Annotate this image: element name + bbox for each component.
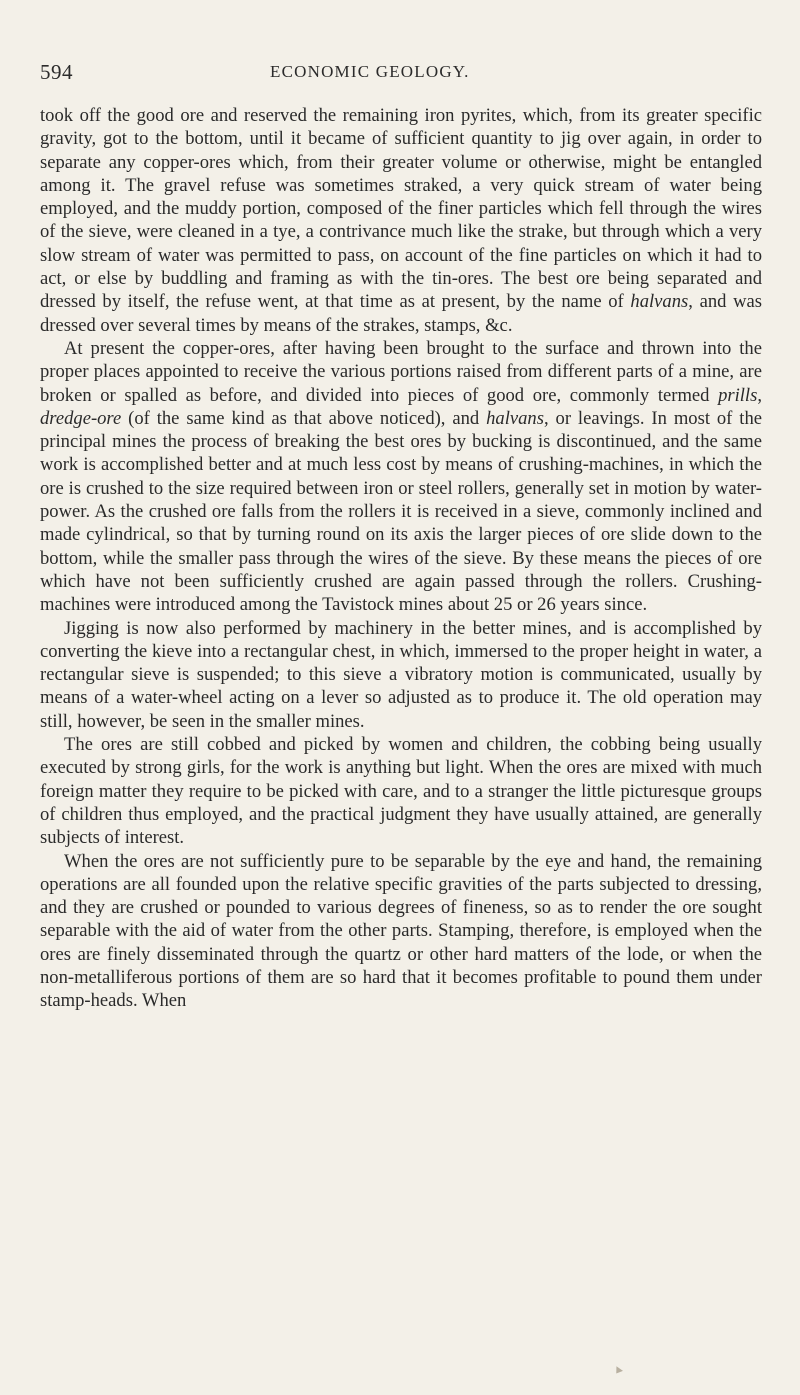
paragraph bbox=[40, 104, 762, 337]
page-header bbox=[40, 60, 762, 90]
paragraph bbox=[40, 337, 762, 617]
body-text bbox=[40, 104, 762, 1013]
text-run: When the ores are not sufficiently pure to be separable by the eye and hand, the remaining operations are all founded upon the relative specific gravities of the parts subjected to dressing, and they are crushed or pounded to various degrees of fineness, so as to render the ore sought separable with the aid of water from the other parts. Stamping, therefore, is employed when the ores are finely disseminated through the quartz or other hard matters of the lode, or when the non-metalliferous portions of them are so hard that it becomes profitable to pound them under stamp-heads. When bbox=[40, 850, 762, 1012]
text-run: , bbox=[757, 384, 762, 406]
italic-term: halvans bbox=[630, 291, 689, 313]
italic-term: halvans bbox=[486, 407, 544, 429]
paragraph bbox=[40, 733, 762, 849]
text-run: took off the good ore and reserved the remaining iron pyrites, which, from its greater specific gravity, got to the bottom, until it became of sufficient quantity to jig over again, in order to separate any copper-ores which, from their greater volume or otherwise, might be entangled among it. The gravel refuse was sometimes straked, a very quick stream of water being employed, and the muddy portion, composed of the finer particles which fell through the wires of the sieve, were cleaned in a tye, a contrivance much like the strake, but through which a very slow stream of water was permitted to pass, on account of the fine particles on which it had to act, or else by buddling and framing as with the tin-ores. The best ore being separated and dressed by itself, the refuse went, at that time as at present, by the name of bbox=[40, 105, 762, 313]
text-run: At present the copper-ores, after having been brought to the surface and thrown into the proper places appointed to receive the various portions raised from different parts of a mine, are broken or spalled as before, and divided into pieces of good ore, commonly termed bbox=[40, 337, 762, 406]
text-run: Jigging is now also performed by machinery in the better mines, and is accomplished by converting the kieve into a rectangular chest, in which, immersed to the proper height in water, a rectangular sieve is suspended; to this sieve a vibratory motion is communicated, usually by means of a water-wheel acting on a lever so adjusted as to produce it. The old operation may still, however, be seen in the smaller mines. bbox=[40, 617, 762, 732]
page-number: 594 bbox=[40, 60, 73, 84]
italic-term: dredge-ore bbox=[40, 407, 122, 429]
text-run: The ores are still cobbed and picked by women and children, the cobbing being usually executed by strong girls, for the work is anything but light. When the ores are mixed with much foreign matter they require to be picked with care, and to a stranger the little picturesque groups of children thus employed, and the practical judgment they have usually attained, are generally subjects of interest. bbox=[40, 734, 762, 849]
text-run: (of the same kind as that above noticed), and bbox=[121, 407, 487, 429]
ink-mark-icon bbox=[613, 1366, 623, 1376]
italic-term: prills bbox=[718, 384, 758, 406]
paragraph bbox=[40, 617, 762, 733]
text-run: , and was dressed over several times by means of the strakes, stamps, &c. bbox=[40, 291, 762, 336]
text-run: , or leavings. In most of the principal mines the process of breaking the best ores by bucking is discontinued, and the same work is accomplished better and at much less cost by means of crushing-machines, in which the ore is crushed to the size required between iron or steel rollers, generally set in motion by water-power. As the crushed ore falls from the rollers it is received in a sieve, commonly inclined and made cylindrical, so that by turning round on its axis the larger pieces of ore slide down to the bottom, while the smaller pass through the wires of the sieve. By these means the pieces of ore which have not been sufficiently crushed are again passed through the rollers. Crushing-machines were introduced among the Tavistock mines about 25 or 26 years since. bbox=[40, 407, 762, 616]
running-head: ECONOMIC GEOLOGY. bbox=[270, 62, 470, 81]
paragraph bbox=[40, 850, 762, 1013]
